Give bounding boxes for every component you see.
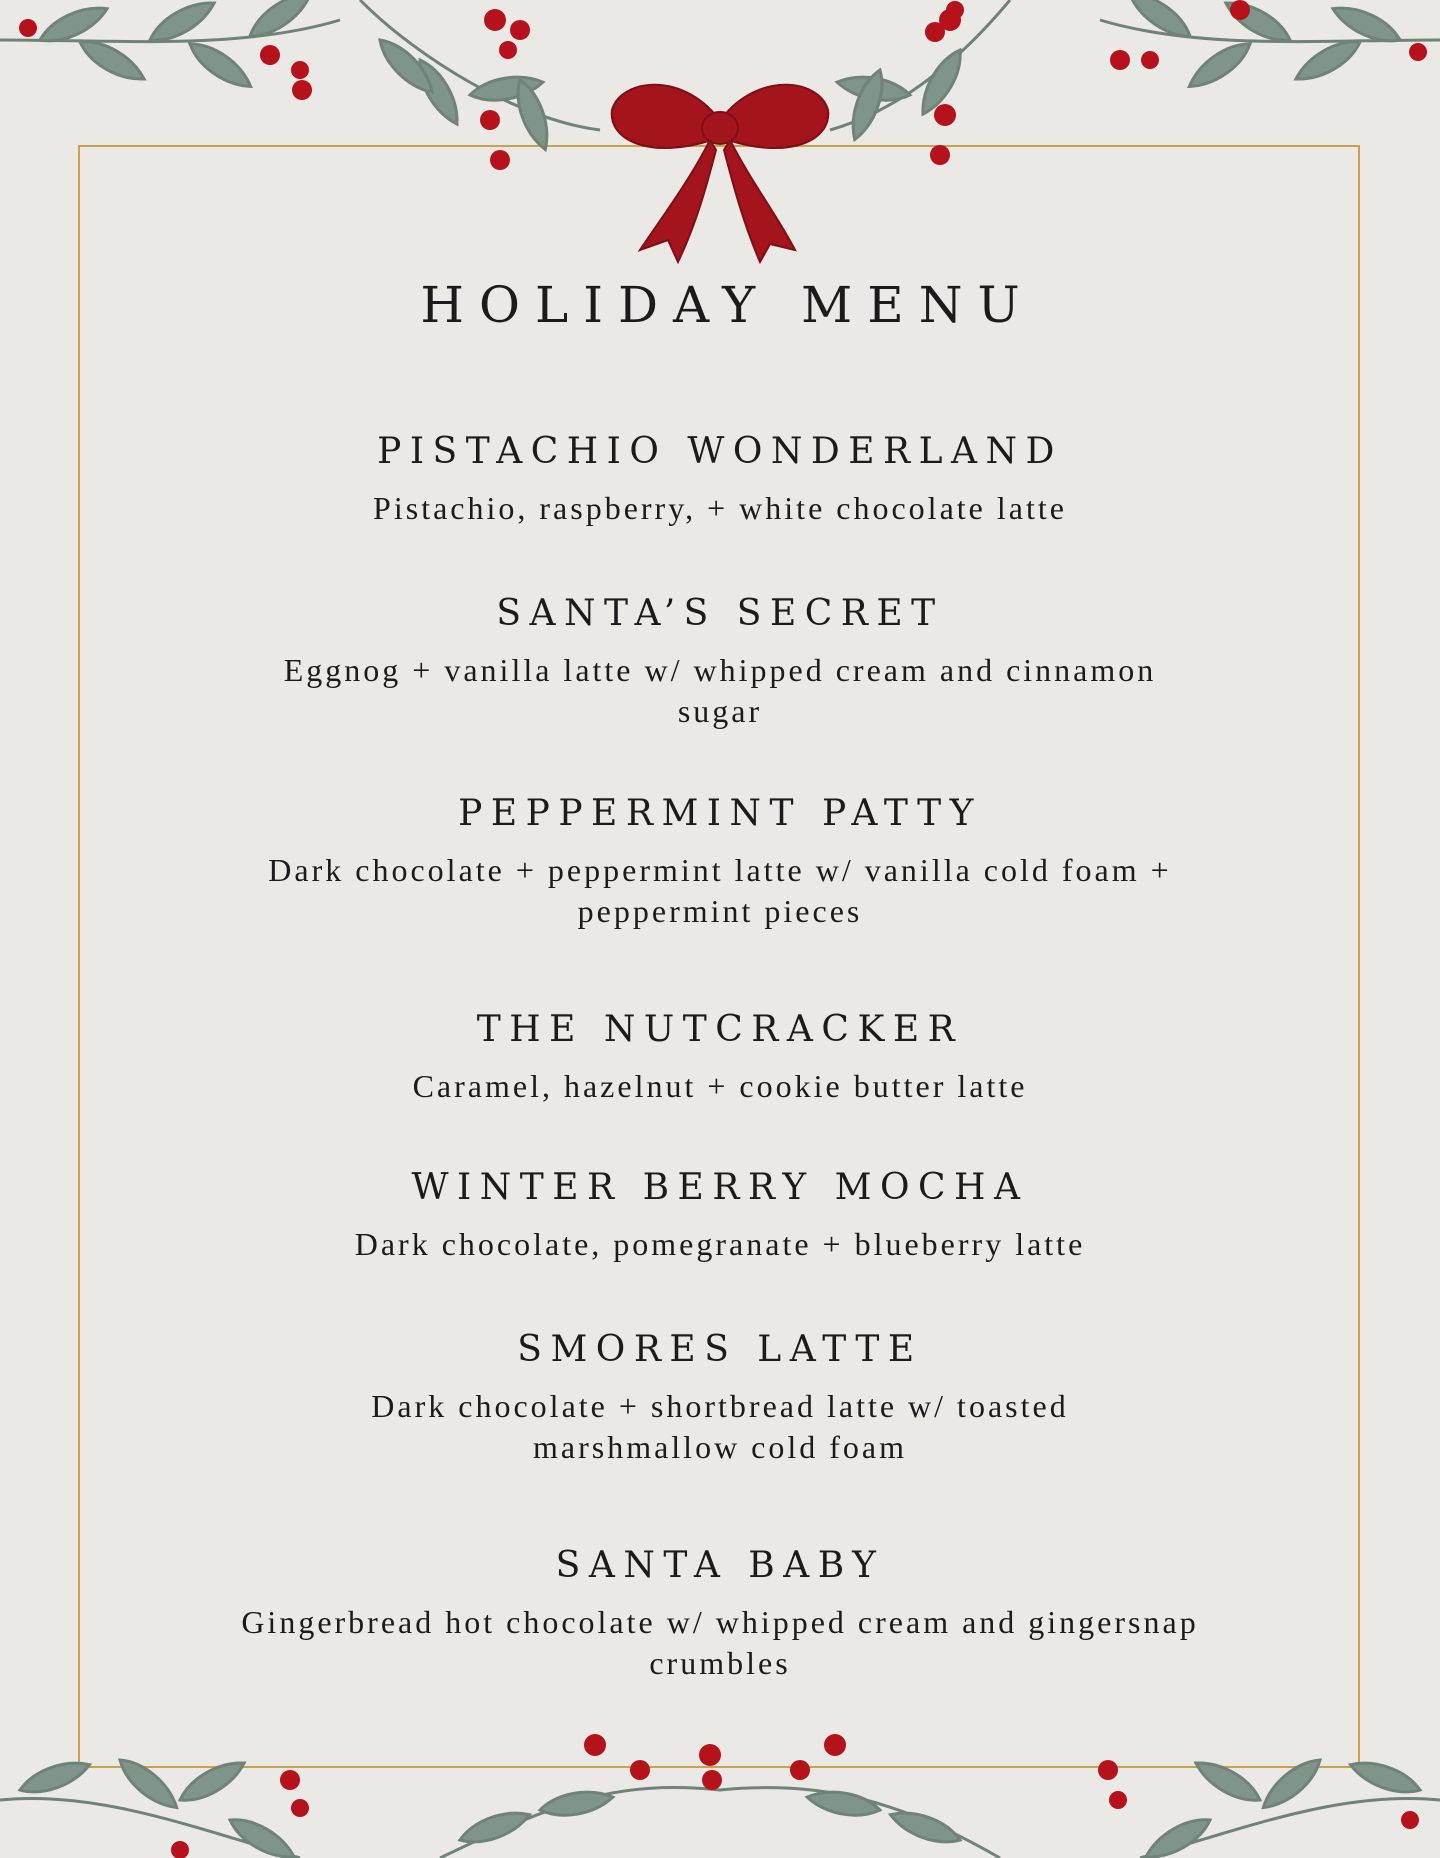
menu-item-description: Eggnog + vanilla latte w/ whipped cream and cinnamon sugar [283, 652, 1157, 729]
menu-item [0, 1328, 1440, 1468]
menu-item-description: Dark chocolate, pomegranate + blueberry latte [354, 1226, 1086, 1262]
red-bow-icon [612, 85, 829, 262]
menu-item [0, 1008, 1440, 1107]
menu-item-description: Gingerbread hot chocolate w/ whipped cream and gingersnap crumbles [241, 1604, 1199, 1681]
menu-item-name: SANTA BABY [555, 1545, 885, 1586]
menu-item-name: SMORES LATTE [517, 1329, 923, 1370]
menu-item [0, 1544, 1440, 1684]
menu-item-name: SANTA’S SECRET [496, 593, 944, 634]
menu-item-name: PEPPERMINT PATTY [458, 793, 982, 834]
menu-item-description: Pistachio, raspberry, + white chocolate latte [373, 490, 1067, 526]
menu-item-description: Dark chocolate + peppermint latte w/ vanilla cold foam + peppermint pieces [268, 852, 1172, 929]
menu-item-name: WINTER BERRY MOCHA [411, 1167, 1029, 1208]
menu-title: HOLIDAY MENU [420, 276, 1035, 334]
menu-item [0, 1166, 1440, 1265]
menu-item [0, 430, 1440, 529]
menu-item-name: PISTACHIO WONDERLAND [377, 431, 1063, 472]
menu-item-description: Dark chocolate + shortbread latte w/ toasted marshmallow cold foam [371, 1388, 1069, 1465]
menu-item [0, 592, 1440, 732]
menu-item [0, 792, 1440, 932]
menu-item-name: THE NUTCRACKER [476, 1009, 964, 1050]
menu-item-description: Caramel, hazelnut + cookie butter latte [412, 1068, 1028, 1104]
